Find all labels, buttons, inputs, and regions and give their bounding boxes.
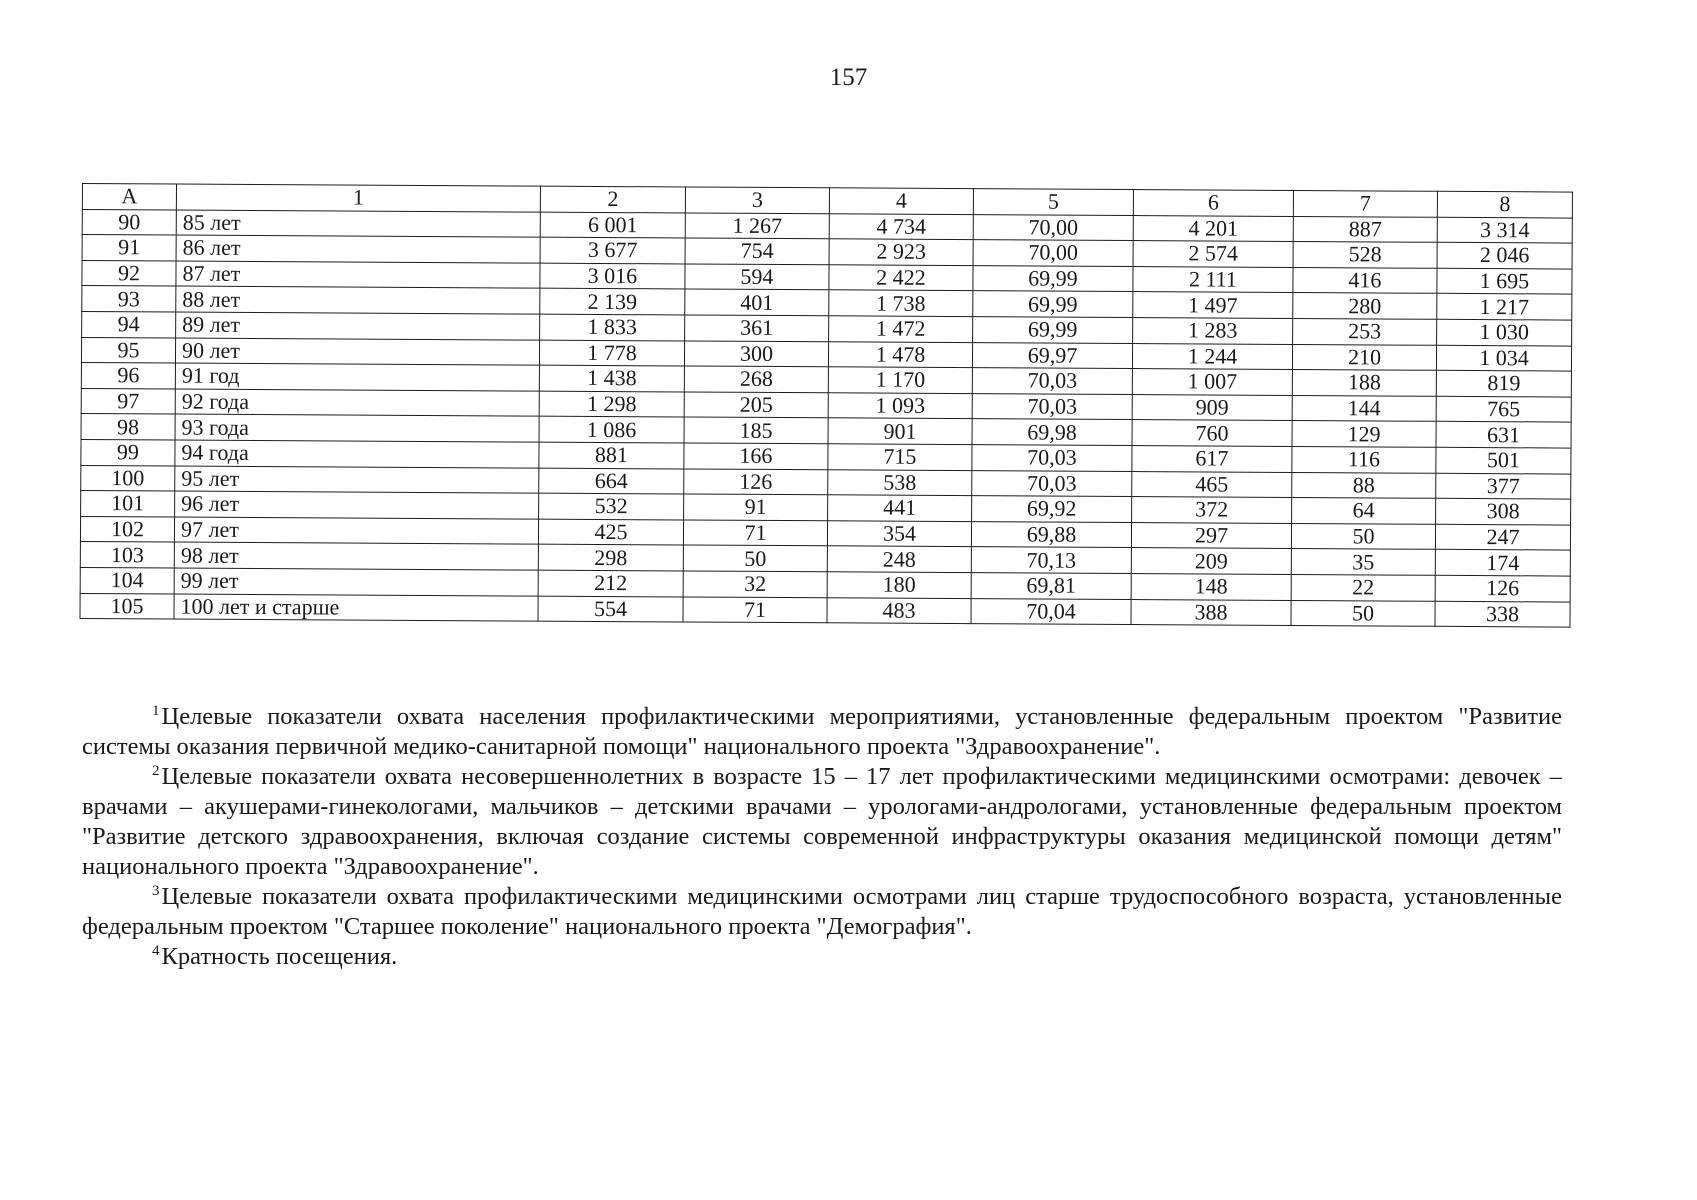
cell-col-7: 887 (1293, 216, 1437, 242)
cell-col-6: 297 (1131, 522, 1291, 549)
cell-col-8: 765 (1436, 396, 1571, 422)
cell-row-number: 96 (81, 363, 175, 389)
cell-row-number: 91 (82, 235, 176, 261)
cell-col-7: 50 (1291, 600, 1435, 626)
cell-col-5: 69,81 (971, 573, 1131, 600)
footnote-mark: 2 (152, 763, 160, 779)
cell-col-2: 664 (539, 468, 684, 494)
cell-col-7: 416 (1293, 267, 1437, 293)
cell-col-3: 71 (683, 520, 827, 546)
cell-col-2: 554 (538, 596, 683, 622)
cell-col-2: 1 086 (539, 416, 684, 442)
cell-col-4: 4 734 (829, 213, 973, 239)
cell-col-2: 298 (538, 544, 683, 570)
cell-col-8: 308 (1436, 498, 1571, 524)
cell-col-8: 126 (1435, 575, 1570, 601)
table-body (80, 184, 1572, 628)
cell-col-4: 2 422 (829, 265, 973, 291)
cell-col-5: 70,00 (973, 214, 1133, 241)
cell-col-5: 70,03 (972, 445, 1132, 472)
header-cell-col-7: 7 (1293, 190, 1437, 216)
data-table-container (79, 183, 1571, 628)
cell-col-3: 594 (685, 264, 829, 290)
cell-col-4: 1 472 (829, 316, 973, 342)
cell-col-6: 2 574 (1133, 241, 1293, 268)
cell-col-3: 1 267 (685, 213, 829, 239)
cell-col-2: 881 (539, 442, 684, 468)
cell-col-3: 166 (684, 443, 828, 469)
header-cell-col-2: 2 (540, 186, 685, 212)
header-cell-row-number: А (82, 184, 176, 210)
cell-age-group: 99 лет (174, 568, 538, 596)
cell-col-8: 631 (1436, 422, 1571, 448)
cell-col-4: 901 (828, 418, 972, 444)
cell-col-7: 210 (1292, 344, 1436, 370)
footnote-mark: 3 (152, 883, 160, 899)
cell-col-6: 372 (1132, 497, 1292, 524)
cell-col-7: 116 (1292, 446, 1436, 472)
cell-row-number: 93 (82, 286, 176, 312)
cell-age-group: 95 лет (175, 466, 539, 494)
cell-col-2: 2 139 (540, 289, 685, 315)
cell-col-5: 69,98 (972, 419, 1132, 446)
footnote-mark: 4 (152, 943, 160, 959)
cell-col-7: 88 (1292, 472, 1436, 498)
cell-col-8: 1 695 (1437, 268, 1572, 294)
cell-col-4: 248 (827, 546, 971, 572)
cell-col-4: 354 (827, 521, 971, 547)
cell-col-6: 1 283 (1133, 318, 1293, 345)
cell-col-8: 1 217 (1437, 294, 1572, 320)
cell-col-7: 528 (1293, 242, 1437, 268)
cell-row-number: 101 (81, 491, 175, 517)
cell-col-3: 71 (683, 596, 827, 622)
cell-col-3: 268 (684, 366, 828, 392)
cell-col-3: 91 (684, 494, 828, 520)
cell-col-8: 247 (1435, 524, 1570, 550)
cell-col-6: 148 (1131, 573, 1291, 600)
header-cell-col-8: 8 (1437, 191, 1572, 217)
cell-col-5: 69,88 (971, 521, 1131, 548)
cell-col-8: 338 (1435, 601, 1570, 627)
cell-col-2: 425 (538, 519, 683, 545)
cell-col-5: 69,99 (973, 317, 1133, 344)
cell-col-2: 1 833 (540, 314, 685, 340)
cell-row-number: 90 (82, 209, 176, 235)
cell-col-3: 32 (683, 571, 827, 597)
cell-col-7: 50 (1291, 523, 1435, 549)
cell-col-4: 180 (827, 572, 971, 598)
cell-col-7: 64 (1292, 498, 1436, 524)
cell-age-group: 96 лет (175, 491, 539, 519)
cell-age-group: 93 года (175, 414, 539, 442)
cell-row-number: 94 (82, 311, 176, 337)
cell-col-3: 401 (685, 289, 829, 315)
cell-col-6: 465 (1132, 471, 1292, 498)
cell-col-5: 69,99 (973, 291, 1133, 318)
cell-row-number: 103 (80, 542, 174, 568)
cell-col-5: 70,03 (972, 368, 1132, 395)
cell-col-2: 3 677 (540, 237, 685, 263)
cell-col-4: 715 (828, 444, 972, 470)
cell-col-4: 483 (827, 597, 971, 623)
cell-row-number: 97 (81, 388, 175, 414)
cell-age-group: 88 лет (176, 286, 540, 314)
cell-age-group: 90 лет (175, 338, 539, 366)
cell-col-4: 441 (828, 495, 972, 521)
cell-col-7: 35 (1291, 549, 1435, 575)
cell-col-2: 1 438 (539, 365, 684, 391)
header-cell-col-3: 3 (685, 187, 829, 213)
cell-col-3: 754 (685, 238, 829, 264)
cell-col-7: 129 (1292, 421, 1436, 447)
cell-col-4: 2 923 (829, 239, 973, 265)
data-table (79, 183, 1572, 628)
cell-col-6: 4 201 (1133, 215, 1293, 242)
cell-col-8: 1 034 (1436, 345, 1571, 371)
cell-col-8: 1 030 (1437, 319, 1572, 345)
cell-col-5: 70,03 (972, 470, 1132, 497)
cell-col-3: 126 (684, 469, 828, 495)
footnote (82, 882, 1562, 942)
cell-col-8: 819 (1436, 370, 1571, 396)
cell-row-number: 98 (81, 414, 175, 440)
cell-col-2: 3 016 (540, 263, 685, 289)
cell-col-2: 6 001 (540, 212, 685, 238)
cell-col-6: 617 (1132, 445, 1292, 472)
footnote-mark: 1 (152, 703, 160, 719)
cell-age-group: 91 год (175, 363, 539, 391)
cell-col-5: 70,00 (973, 240, 1133, 267)
cell-age-group: 94 года (175, 440, 539, 468)
cell-age-group: 97 лет (174, 517, 538, 545)
cell-age-group: 100 лет и старше (174, 594, 538, 622)
cell-col-5: 70,03 (972, 393, 1132, 420)
cell-col-7: 253 (1293, 318, 1437, 344)
cell-age-group: 98 лет (174, 542, 538, 570)
cell-age-group: 86 лет (176, 235, 540, 263)
cell-col-4: 1 170 (828, 367, 972, 393)
cell-row-number: 100 (81, 465, 175, 491)
cell-age-group: 89 лет (176, 312, 540, 340)
footnote (82, 702, 1562, 762)
header-cell-col-5: 5 (973, 189, 1133, 216)
cell-row-number: 92 (82, 260, 176, 286)
header-cell-col-6: 6 (1133, 190, 1293, 217)
cell-col-4: 538 (828, 469, 972, 495)
cell-col-3: 185 (684, 417, 828, 443)
cell-col-4: 1 738 (829, 290, 973, 316)
cell-col-8: 501 (1436, 447, 1571, 473)
cell-row-number: 104 (80, 567, 174, 593)
cell-row-number: 99 (81, 439, 175, 465)
cell-age-group: 92 года (175, 389, 539, 417)
cell-col-6: 2 111 (1133, 266, 1293, 293)
cell-col-5: 70,13 (971, 547, 1131, 574)
cell-row-number: 105 (80, 593, 174, 619)
cell-col-7: 144 (1292, 395, 1436, 421)
footnote-text: Кратность посещения. (161, 943, 398, 970)
cell-col-6: 909 (1132, 394, 1292, 421)
footnotes (82, 702, 1562, 972)
cell-col-6: 760 (1132, 420, 1292, 447)
page-number: 157 (829, 64, 868, 91)
cell-col-8: 2 046 (1437, 242, 1572, 268)
cell-col-6: 1 497 (1133, 292, 1293, 319)
cell-col-3: 361 (685, 315, 829, 341)
cell-col-7: 280 (1293, 293, 1437, 319)
cell-col-5: 69,99 (973, 265, 1133, 292)
cell-col-4: 1 478 (828, 341, 972, 367)
header-cell-age-group: 1 (176, 184, 540, 212)
cell-col-8: 174 (1435, 550, 1570, 576)
cell-col-8: 3 314 (1437, 217, 1572, 243)
cell-col-6: 209 (1131, 548, 1291, 575)
cell-row-number: 102 (80, 516, 174, 542)
cell-col-8: 377 (1436, 473, 1571, 499)
cell-col-6: 388 (1131, 599, 1291, 626)
cell-col-7: 188 (1292, 370, 1436, 396)
cell-col-2: 212 (538, 570, 683, 596)
cell-age-group: 87 лет (176, 261, 540, 289)
header-cell-col-4: 4 (829, 188, 973, 214)
cell-col-4: 1 093 (828, 393, 972, 419)
cell-age-group: 85 лет (176, 210, 540, 238)
cell-col-3: 205 (684, 392, 828, 418)
footnote-text: Целевые показатели охвата профилактическими медицинскими осмотрами лиц старше трудоспособного возраста, установленные федеральным проектом "Старшее поколение" национального проекта "Демография". (82, 883, 1562, 940)
cell-col-2: 1 778 (539, 340, 684, 366)
footnote-text: Целевые показатели охвата несовершеннолетних в возрасте 15 – 17 лет профилактическими медицинскими осмотрами: девочек – врачами – акушерами-гинекологами, мальчиков – детскими врачами – урологами-андрологами, установленные федеральным проектом "Развитие детского здравоохранения, включая создание системы современной инфраструктуры оказания медицинской помощи детям" национального проекта "Здравоохранение". (82, 763, 1562, 880)
cell-row-number: 95 (81, 337, 175, 363)
cell-col-6: 1 244 (1132, 343, 1292, 370)
cell-col-7: 22 (1291, 574, 1435, 600)
cell-col-3: 50 (683, 545, 827, 571)
cell-col-2: 532 (539, 493, 684, 519)
cell-col-5: 69,92 (972, 496, 1132, 523)
footnote (82, 942, 1562, 972)
cell-col-2: 1 298 (539, 391, 684, 417)
cell-col-3: 300 (684, 341, 828, 367)
cell-col-6: 1 007 (1132, 369, 1292, 396)
cell-col-5: 69,97 (972, 342, 1132, 369)
footnote (82, 762, 1562, 882)
cell-col-5: 70,04 (971, 598, 1131, 625)
footnote-text: Целевые показатели охвата населения профилактическими мероприятиями, установленные федеральным проектом "Развитие системы оказания первичной медико-санитарной помощи" национального проекта "Здравоохранение". (82, 703, 1562, 760)
